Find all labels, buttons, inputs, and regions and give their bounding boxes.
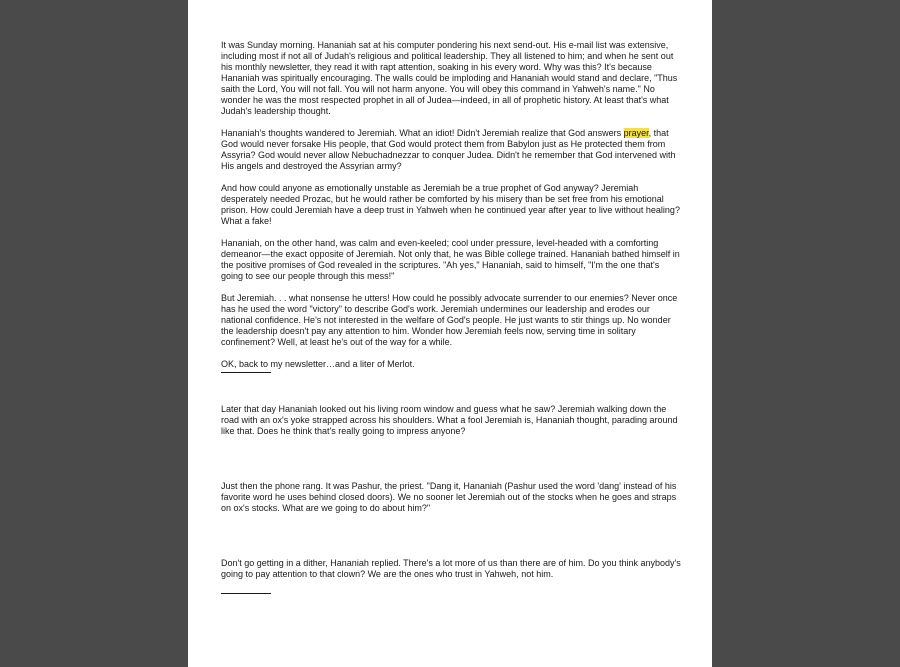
paragraph-2-text-start: Hananiah's thoughts wandered to Jeremiah. What an idiot! Didn't Jeremiah realize that God answers <box>221 128 624 138</box>
paragraph-3: And how could anyone as emotionally unstable as Jeremiah be a true prophet of God anyway? Jeremiah desperately needed Prozac, but he would rather be comforted by his misery than be set free from his emotional prison. How could Jeremiah have a deep trust in Yahweh when he continued year after year to live without healing? What a fake! <box>221 183 680 226</box>
document-body <box>221 40 681 594</box>
highlighted-word: prayer <box>623 128 649 138</box>
section-divider-line <box>221 593 271 594</box>
paragraph-gap <box>221 348 681 359</box>
section-gap <box>221 437 681 481</box>
paragraph-8: Just then the phone rang. It was Pashur, the priest. "Dang it, Hananiah (Pashur used the word 'dang' instead of his favorite word he uses behind closed doors). We no sooner let Jeremiah out of the stocks when he goes and straps on ox's stocks. What are we going to do about him?" <box>221 481 677 513</box>
paragraph-gap <box>221 117 681 128</box>
section-gap <box>221 373 681 404</box>
paragraph-4: Hananiah, on the other hand, was calm and even-keeled; cool under pressure, level-headed with a comforting demeanor—the exact opposite of Jeremiah. Not only that, he was Bible college trained. Hananiah bathed himself in the positive promises of God revealed in the scriptures. "Ah yes," Hananiah, said to himself, "I'm the one that's going to see our people through this mess!" <box>221 238 680 281</box>
paragraph-gap <box>221 282 681 293</box>
paragraph-2 <box>221 128 681 172</box>
paragraph-1: It was Sunday morning. Hananiah sat at his computer pondering his next send-out. His e-mail list was extensive, including most if not all of Judah's religious and political leadership. They all listened to him; and when he sent out his monthly newsletter, they read it with rapt attention, soaking in his every word. Why was this? It's because Hananiah was spiritually encouraging. The walls could be imploding and Hananiah would stand and declare, "Thus saith the Lord, You will not fall. You will not harm anyone. You will obey this command in Yahweh's name." No wonder he was the most respected prophet in all of Judea—indeed, in all of prophetic history. At least that's what Judah's leadership thought. <box>221 40 678 116</box>
section-gap <box>221 514 681 558</box>
paragraph-9: Don't go getting in a dither, Hananiah replied. There's a lot more of us than there are of him. Do you think anybody's going to pay attention to that clown? We are the ones who trust in Yahweh, not him. <box>221 558 681 579</box>
paragraph-gap <box>221 580 681 591</box>
document-page <box>188 0 712 667</box>
paragraph-gap <box>221 172 681 183</box>
paragraph-5: But Jeremiah. . . what nonsense he utters! How could he possibly advocate surrender to our enemies? Never once has he used the word "victory" to describe God's work. Jeremiah undermines our leadership and erodes our national confidence. He's not interested in the welfare of God's people. He just wants to stir things up. No wonder the leadership doesn't pay any attention to him. Wonder how Jeremiah feels now, serving time in solitary confinement? Well, at least he's out of the way for a while. <box>221 293 678 347</box>
paragraph-2-text-end: , that God would never forsake His people, that God would protect them from Babylon just as He protected them from Assyria? God would never allow Nebuchadnezzar to conquer Judea. Didn't he remember that God intervened with His angels and destroyed the Assyrian army? <box>221 128 676 171</box>
paragraph-6: OK, back to my newsletter…and a liter of Merlot. <box>221 359 415 369</box>
paragraph-gap <box>221 227 681 238</box>
paragraph-7: Later that day Hananiah looked out his living room window and guess what he saw? Jeremiah walking down the road with an ox's yoke strapped across his shoulders. What a fool Jeremiah is, Hananiah thought, parading around like that. Does he think that's really going to impress anyone? <box>221 404 678 436</box>
